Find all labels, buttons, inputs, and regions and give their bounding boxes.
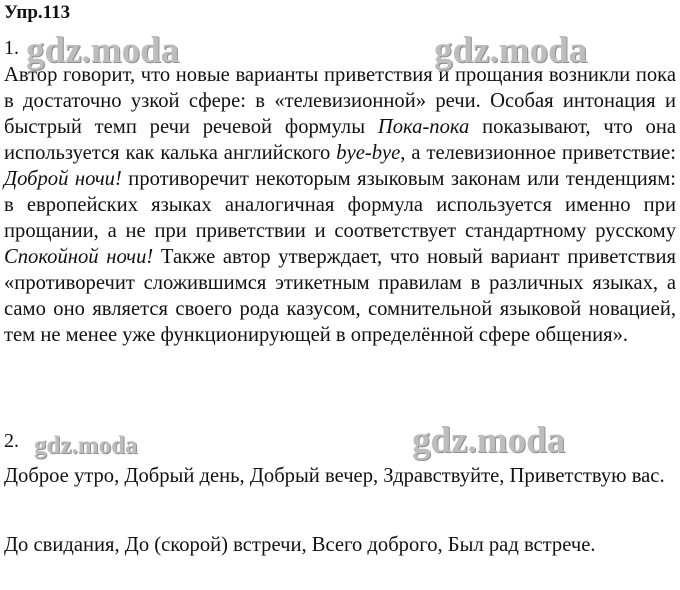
text-run: Автор говорит, что новые варианты приветствия и прощания возникли пока в достаточно узкой сфере: в «телевизионной» речи. Особая интонация и быстрый темп речи речевой формулы [4, 64, 676, 139]
section-2-greetings: Доброе утро, Добрый день, Добрый вечер, Здравствуйте, Приветствую вас. [4, 465, 665, 487]
text-run: , а телевизионное приветствие: [400, 142, 676, 165]
exercise-page [4, 0, 676, 590]
watermark-logo: gdz.moda [34, 432, 138, 459]
italic-phrase: bye-bye [336, 142, 401, 165]
italic-phrase: Пока-пока [377, 116, 470, 139]
exercise-title: Упр.113 [4, 2, 71, 23]
watermark-logo: gdz.moda [26, 30, 180, 71]
section-1-number: 1. [4, 37, 19, 59]
section-1-paragraph [4, 62, 676, 349]
watermark-logo: gdz.moda [434, 30, 588, 71]
section-2-farewells: До свидания, До (скорой) встречи, Всего доброго, Был рад встрече. [4, 534, 596, 556]
text-run: показывают, что она используется как калька английского [4, 116, 676, 165]
italic-phrase: Спокойной ночи! [4, 246, 154, 269]
text-run: Также автор утверждает, что новый вариант приветствия «противоречит сложившимся этикетным правилам в различных языках, а само оно является своего рода казусом, сомнительной языковой новацией, тем не менее уже функционирующей в определённой сфере общения». [4, 246, 676, 347]
watermark-logo: gdz.moda [412, 420, 566, 461]
text-run: противоречит некоторым языковым законам или тенденциям: в европейских языках аналогичная формула используется именно при прощании, а не при приветствии и соответствует стандартному русскому [4, 168, 676, 243]
section-2-number: 2. [4, 430, 19, 452]
italic-phrase: Доброй ночи! [4, 168, 122, 191]
